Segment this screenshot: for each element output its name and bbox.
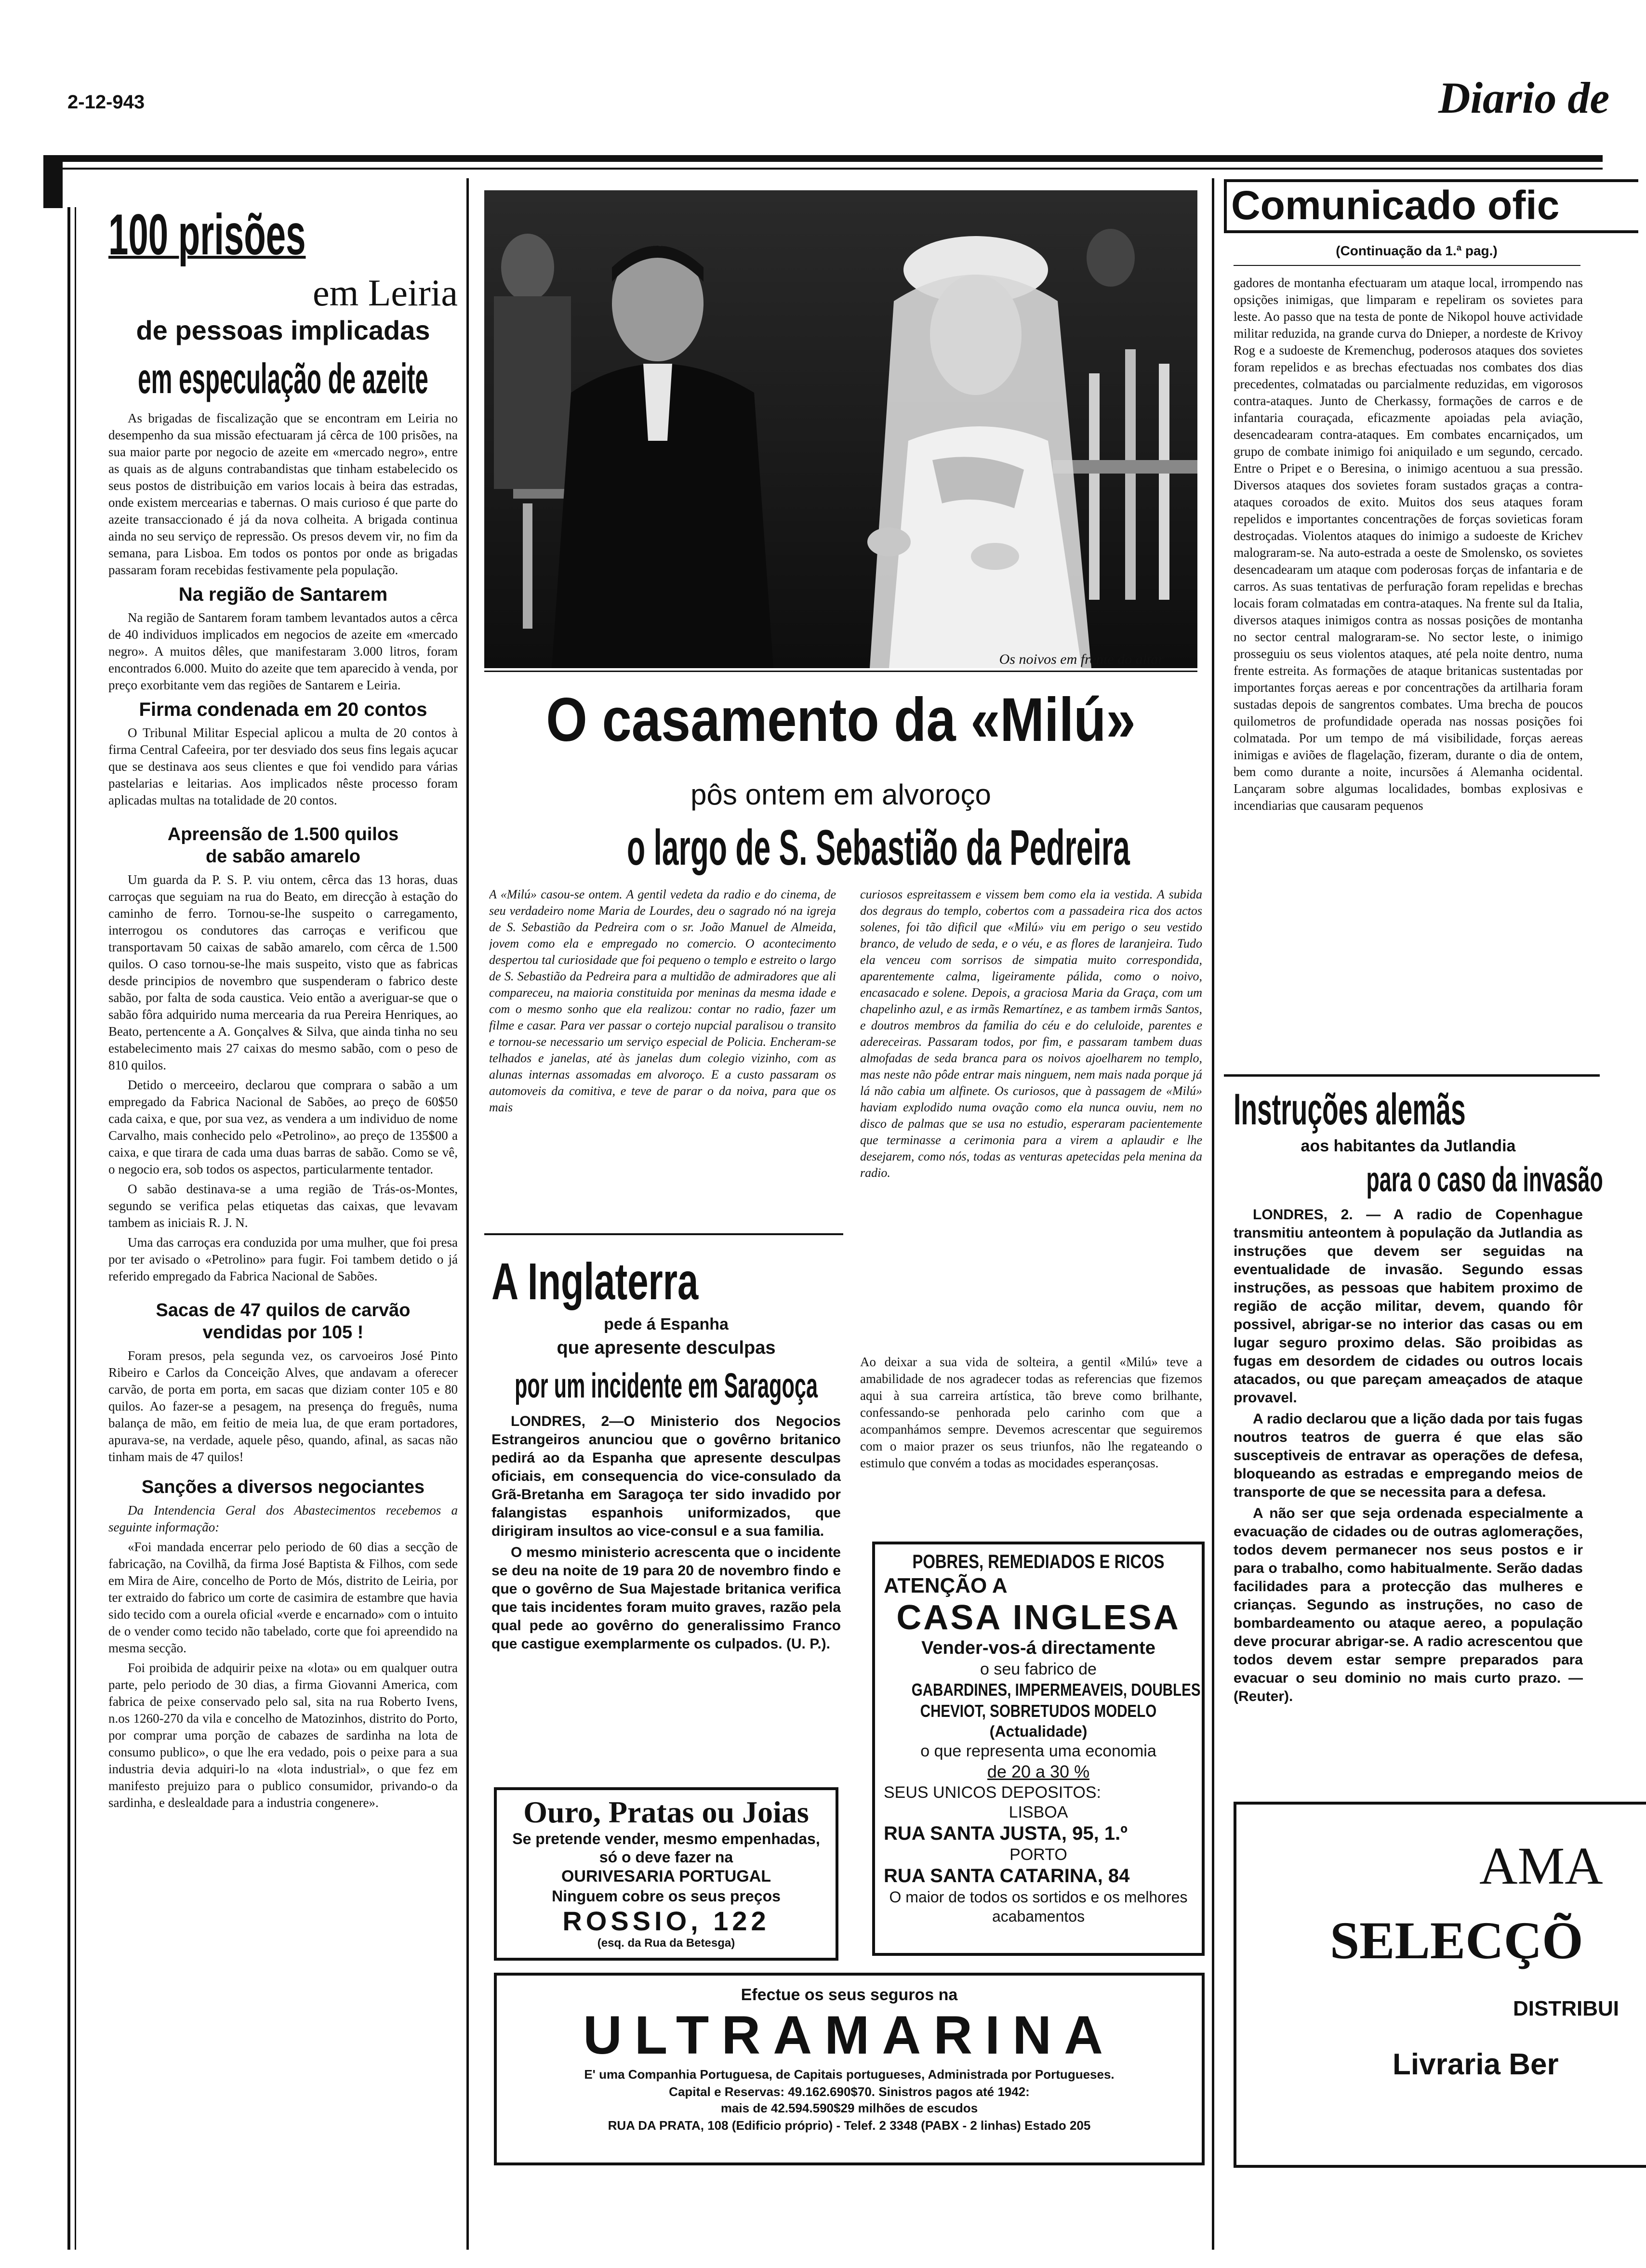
inglaterra-deck-3: por um incidente em Saragoça [515,1367,818,1405]
casa-inglesa-line: SEUS UNICOS DEPOSITOS: [884,1783,1101,1802]
casa-inglesa-line: Vender-vos-á directamente [921,1638,1155,1658]
inglaterra-paragraph: LONDRES, 2—O Ministerio dos Negocios Estrangeiros anunciou que o govêrno britanico pedirá ao da Espanha que apresente desculpas oficiais, em consequencia do vice-consulado da Grã-Bretanha em Saragoça ter sido invadido por falangistas espanhois uniformizados, que dirigiram insultos ao vice-consul e a sua familia. [491,1413,841,1539]
instrucoes-paragraph: A não ser que seja ordenada especialmente a evacuação de cidades ou de outras aglomerações, todos devem permanecer nos seus postos e ir para o trabalho, como habitualmente. Serão dadas facilidades para a protecção das mulheres e crianças. Segundo as instruções, no caso de bombardeamento ou ataque aereo, a população deve procurar abrigar-se. A radio acrescentou que todos devem estar sempre preparados para evacuar o seu dominio no mais curto prazo. — (Reuter). [1234,1505,1583,1704]
carvao-title-2: vendidas por 105 ! [202,1322,364,1343]
casa-inglesa-address: RUA SANTA JUSTA, 95, 1.º [884,1823,1128,1844]
column-rule [466,178,469,2250]
casamento-headline: O casamento da «Milú» [546,686,1136,754]
leiria-headline: 100 prisões [108,202,306,267]
livraria-line: DISTRIBUI [1513,1997,1619,2020]
casa-inglesa-address: RUA SANTA CATARINA, 84 [884,1865,1130,1886]
livraria-title: SELECÇÕ [1330,1911,1583,1970]
photo-caption: Os noivos em frente do altar [999,651,1164,667]
casamento-column-1: A «Milú» casou-se ontem. A gentil vedeta da radio e do cinema, de seu verdadeiro nome Maria de Lourdes, deu o sagrado nó na igreja de S. Sebastião da Pedreira com o sr. João Manuel de Almeida, jovem como ela e empregado no comercio. O acontecimento despertou tal curiosidade que foi pequeno o templo e estreito o largo de S. Sebastião da Pedreira para a multidão de admiradores que ali compareceu, na maioria constituida por meninas da mesma idade e com o mesmo sonho que ela realizou: contar no radio, fazer um filme e casar. Para ver passar o cortejo nupcial paralisou o transito e tornou-se necessario um serviço especial de Policia. Encheram-se telhados e janelas, até às janelas dum colegio vizinho, com as alunas internas assomadas em alvoroço. E a custo passaram os automoveis da comitiva, e teve de parar o da noiva, para que os mais [489,887,836,1114]
inglaterra-deck-2: que apresente desculpas [557,1338,776,1358]
sabao-paragraph: Uma das carroças era conduzida por uma mulher, que foi presa por ter avisado o «Petrolino» para fugir. Foi tambem detido o já referido empregado da Fabrica Nacional de Sabões. [108,1235,458,1283]
leiria-body-santarem: Na região de Santarem foram tambem levantados autos a cêrca de 40 individuos implicados em negocios de azeite em «mercado negro». A muitos dêles, que manifestaram 3.000 litros, foram encontrados 6.000. Muito do azeite que tem aparecido à venda, por preço exorbitante vem das regiões de Santarem e Leiria. [108,610,458,692]
ourivesaria-name: OURIVESARIA PORTUGAL [561,1867,771,1886]
ultramarina-line: Efectue os seus seguros na [741,1986,958,2004]
ultramarina-address: RUA DA PRATA, 108 (Edificio próprio) - Telef. 2 3348 (PABX - 2 linhas) Estado 205 [608,2118,1091,2133]
casa-inglesa-title: CASA INGLESA [896,1598,1181,1637]
header-rule-bottom [43,168,1603,170]
sancoes-paragraph: «Foi mandada encerrar pelo periodo de 60 dias a secção de fabricação, na Covilhã, da firma José Baptista & Filhos, com sede em Mira de Aire, concelho de Porto de Mós, distrito de Leiria, por ter extraido do fabrico um corte de casimira de estambre que havia sido tecido com a ourela oficial «verde e encarnado» com o intuito de o vender como tecido não tabelado, corte que foi apreendido na mesma secção. [108,1540,458,1655]
ourivesaria-ad [494,1787,838,1961]
wedding-photo-graphic [484,190,1197,668]
casa-inglesa-line: GABARDINES, IMPERMEAVEIS, DOUBLES [911,1680,1201,1700]
ourivesaria-address: ROSSIO, 122 [562,1906,770,1936]
inglaterra-article [491,1253,841,1656]
casa-inglesa-line: POBRES, REMEDIADOS E RICOS [912,1551,1165,1572]
left-border-inner [75,207,76,2250]
comunicado-title: Comunicado ofic [1231,183,1560,228]
sancoes-paragraph: Foi proibida de adquirir peixe na «lota» ou em qualquer outra parte, pelo periodo de 30 dias, a firma Giovanni America, com fabrica de peixe conservado pelo sal, sita na rua Roberto Ivens, n.os 1260-270 da vila e concelho de Matozinhos, distrito do Porto, por comprar uma porção de cabazes de sardinha na lota de consumo publico», o que lhe era vedado, pois o peixe para a sua industria devia adquiri-lo na «lota industrial», o que fez em manifesto prejuizo para o publico consumidor, privando-o da sardinha, e deslealdade para a industria congenere». [108,1661,458,1810]
carvao-title-1: Sacas de 47 quilos de carvão [156,1300,411,1320]
ultramarina-line: mais de 42.594.590$29 milhões de escudos [720,2101,978,2115]
inglaterra-paragraph: O mesmo ministerio acrescenta que o incidente se deu na noite de 19 para 20 de novembro findo e que o govêrno de Sua Majestade britanica verifica que tais incidentes foram muito graves, razão pela qual pede ao govêrno do generalissimo Franco que castigue exemplarmente os culpados. (U. P.). [491,1544,841,1652]
casa-inglesa-line: PORTO [1009,1846,1067,1864]
carvao-paragraph: Foram presos, pela segunda vez, os carvoeiros José Pinto Ribeiro e Carlos da Conceição Alves, que andavam a oferecer carvão, de porta em porta, em sacas que diziam conter 105 e 80 quilos. Ao fazer-se a pesagem, na presença do freguês, numa balança de mão, em feitio de meia lua, de que eram portadores, apurava-se, na verdade, aquele pêso, quando, afinal, as sacas não tinham mais de 47 quilos! [108,1348,458,1464]
livraria-line: Livraria Ber [1393,2048,1559,2081]
casamento-column-3: Ao deixar a sua vida de solteira, a gentil «Milú» teve a amabilidade de nos agradecer todas as referencias que fizemos aqui à sua carreira artística, tão breve como brilhante, confessando-se penhorada pelo carinho com que a acompanhámos sempre. Devemos acrescentar que seguiremos com o maior prazer os seus triunfos, não lhe regateando o estimulo que convém a todas as mocidades esperançosas. [860,1355,1202,1470]
leiria-subhead-santarem: Na região de Santarem [178,584,388,605]
casa-inglesa-line: ATENÇÃO A [884,1574,1008,1597]
casamento-column-2: curiosos espreitassem e vissem bem como ela ia vestida. A subida dos degraus do templo, cobertos com a passadeira rica dos actos solenes, foi tão dificil que «Milú» viu em perigo o seu vestido branco, de veludo de seda, e o véu, e as flores de laranjeira. Tudo ela venceu com sorrisos de simpatia muito correspondida, aparentemente calma, ligeiramente pálida, como o noivo, encasacado e solene. Depois, a graciosa Maria da Graça, com um chapelinho azul, e as irmãs Remartínez, e as tambem irmãs Santos, e doutros membros da familia do céu e do celuloide, parentes e adereceiras. Passaram todos, por fim, e passaram tambem duas almofadas de seda branca para os noivos ajoelharem no templo, mas neste não pôde entrar mais ninguem, nem mais nada porque já lá não cabia um alfinete. Os curiosos, que à passagem de «Milú» haviam explodido numa ovação como ela nunca ouviu, nem no disco de palmas que se usa no estudio, esperaram pacientemente que terminasse a cerimonia para a virem a aplaudir e lhe desejarem, como nós, todas as venturas apetecidas pela menina da radio. [860,887,1202,1180]
instrucoes-headline: Instruções alemãs [1234,1085,1466,1134]
corner-block [43,155,63,208]
leiria-deck-3: em especulação de azeite [138,355,428,402]
instrucoes-article [1234,1084,1603,1709]
sabao-body [108,871,458,1285]
casa-inglesa-line: de 20 a 30 % [987,1762,1090,1781]
ourivesaria-line: Ninguem cobre os seus preços [552,1887,781,1905]
sancoes-intro: Da Intendencia Geral dos Abastecimentos recebemos a seguinte informação: [108,1503,458,1534]
sabao-paragraph: O sabão destinava-se a uma região de Trás-os-Montes, segundo se verifica pelas etiquetas das caixas, que levavam tambem as iniciais R. J. N. [108,1182,458,1230]
inglaterra-headline: A Inglaterra [491,1252,699,1310]
ourivesaria-title: Ouro, Pratas ou Joias [523,1795,809,1829]
instrucoes-paragraph: LONDRES, 2. — A radio de Copenhague transmitiu anteontem à população da Jutlandia as instruções que devem ser seguidas na eventualidade de invasão. Segundo essas instruções, as pessoas que habitem proximo de região de acção militar, devem, quando fôr possivel, abrigar-se no interior das casas ou em lugar seguro proximo delas. São proibidas as fugas em desordem de cidades ou outros locais atacados, ou que pareçam ameaçados de ataque provavel. [1234,1207,1583,1406]
comunicado-continuation: (Continuação da 1.ª pag.) [1336,243,1498,258]
leiria-body-firma: O Tribunal Militar Especial aplicou a multa de 20 contos à firma Central Cafeeira, por ter desviado dos seus fins legais açucar que se destinava aos seus clientes e que foi vendido para várias pastelarias e leitarias. Aos implicados nêste processo foram aplicadas multas na totalidade de 20 contos. [108,725,458,807]
leiria-deck-1: em Leiria [313,272,458,314]
ultramarina-line: E' uma Companhia Portuguesa, de Capitais portugueses, Administrada por Portugueses. [584,2067,1115,2082]
sabao-title-1: Apreensão de 1.500 quilos [167,824,399,844]
masthead: Diario de [1438,73,1610,122]
comunicado-body: gadores de montanha efectuaram um ataque local, irrompendo nas opsições inimigas, que limparam e repeliram os sovietes para leste. Ao passo que na testa de ponte de Nikopol houve actividade militar reduzida, na grande curva do Dnieper, a nordeste de Krivoy Rog e a sudoeste de Kremenchug, poderosos ataques dos sovietes foram repelidos e as brechas efectuadas nos combates dos dias precedentes, colmatadas ou parcialmente reduzidas, em vigorosos contra-ataques. Junto de Cherkassy, formações de carros e de infantaria couraçada, eficazmente apoiadas pela aviação, desencadearam contra-ataques. Em combates encarniçados, um grupo de combate inimigo foi aniquilado e um segundo, cercado. Entre o Pripet e o Beresina, o inimigo acentuou a sua pressão. Diversos ataques dos sovietes foram sustados graças a contra-ataques coroados de exito. Muitos dos seus ataques foram repelidos e importantes concentrações de forças sovieticas foram destroçadas. Violentos ataques do inimigo a sudoeste de Krichev malograram-se. Na auto-estrada a oeste de Smolensko, os sovietes desencadearam um ataque com poderosas forças de infantaria e de carros. As suas tentativas de perfuração foram repelidas e brechas locais foram colmatadas em contra-ataques. Na frente sul da Italia, diversos ataques inimigos contra as nossas posições de montanha no sector central malograram-se. No sector leste, o inimigo prosseguiu os seus violentos ataques, até pela noite dentro, numa frente estreita. As formações de ataque britanicas sustentadas por importantes forças aereas e por concentrações da artilharia foram sustadas depois de sangrentos combates. Uma brecha de poucos quilometros de profundidade operada nas nossas posições foi colmatada. Por um tempo de má visibilidade, forças aereas inimigas e aviões de flagelação, fizeram, durante o dia de ontem, bem como durante a noite, incursões á Alemanha ocidental. Lançaram sobre algumas localidades, bombas explosivas e incendiarias que causaram pequenos [1234,276,1583,813]
casa-inglesa-line: LISBOA [1009,1803,1068,1821]
left-border [67,207,70,2250]
issue-date: 2-12-943 [67,92,145,113]
carvao-body [108,1347,458,1465]
caption-rule [484,671,1197,672]
inglaterra-body [491,1412,841,1653]
casamento-deck-2: o largo de S. Sebastião da Pedreira [627,820,1130,876]
comunicado-rule [1234,265,1580,266]
leiria-deck-2: de pessoas implicadas [136,315,430,345]
column-rule [1212,178,1214,2250]
sabao-title-2: de sabão amarelo [205,846,361,867]
sancoes-title: Sanções a diversos negociantes [141,1477,425,1497]
sabao-paragraph: Detido o merceeiro, declarou que comprara o sabão a um empregado da Fabrica Nacional de Sabões, ao preço de 60$50 cada caixa, e que, por sua vez, as vendera a um individuo de nome Carvalho, mais conhecido pelo «Petrolino», ao preço de 135$00 a caixa, e que tirara de cada uma duas barras de sabão. Como se vê, o negocio era, sob todos os aspectos, particularmente tentador. [108,1078,458,1176]
sabao-paragraph: Um guarda da P. S. P. viu ontem, cêrca das 13 horas, duas carroças que seguiam na rua do Beato, em direcção à estação do caminho de ferro. Tornou-se-lhe suspeito o carregamento, interrogou os condutores das carroças e verificou que transportavam 50 caixas de sabão amarelo, com cêrca de 1.500 quilos. O caso tornou-se-lhe mais suspeito, visto que as fabricas desde principios de novembro que suspenderam o fabrico deste sabão, por falta de soda caustica. Veio então a averiguar-se que o sabão fôra adquirido numa mercearia da rua Pereira Henriques, ao Beato, pertencente a A. Gonçalves & Silva, que ainda tinha no seu estabelecimento mais 27 caixas do mesmo sabão, com o peso de 810 quilos. [108,872,458,1072]
ultramarina-ad [494,1973,1205,2165]
sancoes-body [108,1502,458,1811]
casa-inglesa-line: CHEVIOT, SOBRETUDOS MODELO [920,1701,1157,1721]
casa-inglesa-line: O maior de todos os sortidos e os melhores acabamentos [889,1888,1188,1925]
leiria-subhead-firma: Firma condenada em 20 contos [139,699,427,720]
wedding-photo [484,190,1197,668]
casamento-rule [484,1233,843,1235]
casa-inglesa-ad [872,1542,1205,1956]
instrucoes-paragraph: A radio declarou que a lição dada por tais fugas noutros teatros de guerra é que elas são susceptiveis de entravar as operações de defesa, bloqueando as estradas e empregando meios de transporte de que se necessita para a defesa. [1234,1411,1583,1500]
header-rule-top [43,155,1603,162]
instrucoes-deck-2: para o caso da invasão [1366,1160,1603,1199]
casa-inglesa-line: o que representa uma economia [920,1742,1156,1760]
ultramarina-line: Capital e Reservas: 49.162.690$70. Sinistros pagos até 1942: [669,2084,1030,2099]
casa-inglesa-line: o seu fabrico de [980,1660,1097,1678]
inglaterra-deck-1: pede á Espanha [604,1315,729,1333]
casamento-deck-1: pôs ontem em alvoroço [690,778,991,811]
leiria-body: As brigadas de fiscalização que se encontram em Leiria no desempenho da sua missão efectuaram já cêrca de 100 prisões, na sua maior parte por negocio de azeite em «mercado negro», entre as quais as de alguns contrabandistas que tinham estabelecido os seus postos de distribuição em varios locais à beira das estradas, onde existem mercearias e tabernas. O mais curioso é que parte do azeite transaccionado é já da nova colheita. A brigada continua ainda no seu serviço de repressão. Os presos devem vir, no fim da semana, para Lisboa. Em todos os pontos por onde as brigadas passaram foram recebidas festivamente pela população. [108,411,458,577]
casa-inglesa-line: (Actualidade) [989,1723,1088,1740]
instrucoes-body [1234,1206,1583,1706]
leiria-article [108,202,458,1814]
livraria-line: AMA [1479,1836,1603,1895]
ultramarina-title: ULTRAMARINA [583,2005,1116,2065]
ourivesaria-line: Se pretende vender, mesmo empenhadas, só o deve fazer na [512,1830,820,1866]
instrucoes-deck-1: aos habitantes da Jutlandia [1301,1137,1516,1155]
instrucoes-rule [1224,1074,1600,1077]
ourivesaria-note: (esq. da Rua da Betesga) [597,1937,735,1950]
